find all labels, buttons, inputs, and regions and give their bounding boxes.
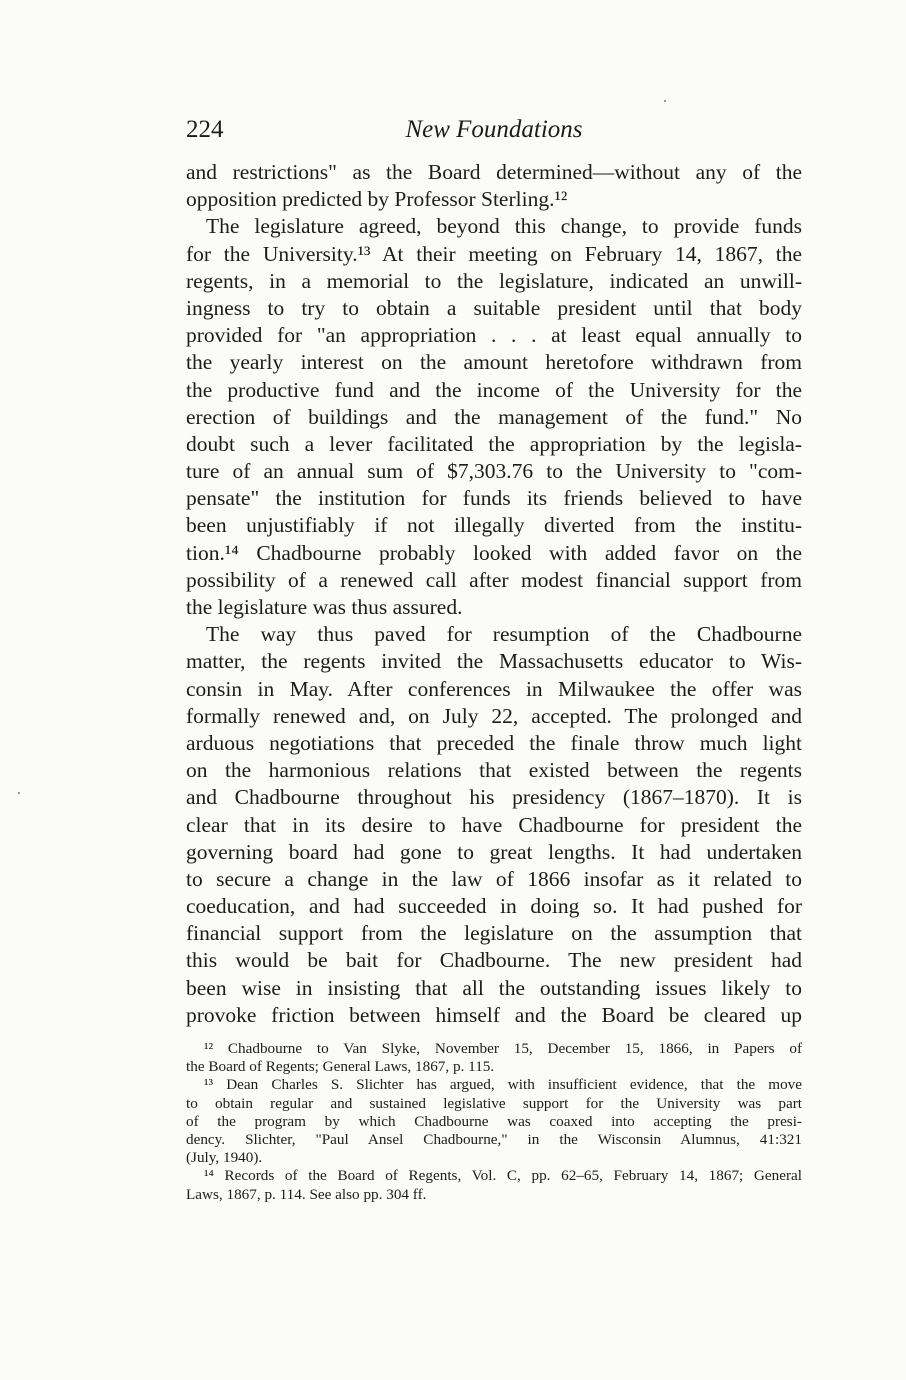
paper-speck [664, 100, 666, 102]
footnote-line: to obtain regular and sustained legislative support for the University was part [186, 1094, 802, 1112]
footnotes [186, 1040, 802, 1204]
body-text [186, 159, 802, 1029]
text-line: possibility of a renewed call after modest financial support from [186, 567, 802, 592]
text-line: governing board had gone to great lengths. It had undertaken [186, 839, 802, 864]
running-title: New Foundations [405, 116, 583, 143]
text-line: regents, in a memorial to the legislature, indicated an unwill- [186, 268, 802, 293]
footnote-12: ¹² Chadbourne to Van Slyke, November 15, December 15, 1866, in Papers of [204, 1040, 802, 1057]
text-line: been unjustifiably if not illegally diverted from the institu- [186, 513, 802, 538]
text-line: to secure a change in the law of 1866 insofar as it related to [186, 866, 802, 891]
text-line: and restrictions" as the Board determined—without any of the [186, 160, 802, 184]
text-line: financial support from the legislature on the assumption that [186, 921, 802, 946]
footnote-line: dency. Slichter, "Paul Ansel Chadbourne," in the Wisconsin Alumnus, 41:321 [186, 1130, 802, 1148]
text-line: the legislature was thus assured. [186, 595, 463, 619]
text-line: opposition predicted by Professor Sterling.¹² [186, 187, 568, 212]
footnote-line: the Board of Regents; General Laws, 1867, p. 115. [186, 1058, 495, 1076]
paper-speck [18, 792, 20, 794]
text-line: formally renewed and, on July 22, accepted. The prolonged and [186, 703, 802, 728]
text-line: matter, the regents invited the Massachusetts educator to Wis- [186, 649, 802, 674]
text-line: pensate" the institution for funds its friends believed to have [186, 486, 802, 511]
text-line: arduous negotiations that preceded the finale throw much light [186, 730, 802, 755]
text-line: the yearly interest on the amount heretofore withdrawn from [186, 350, 802, 375]
paragraph-first-line: The legislature agreed, beyond this change, to provide funds [206, 214, 802, 239]
text-line: this would be bait for Chadbourne. The new president had [186, 948, 802, 973]
text-line: provided for "an appropriation . . . at least equal annually to [186, 323, 802, 348]
page-number: 224 [186, 116, 224, 143]
running-head [186, 114, 802, 146]
text-line: on the harmonious relations that existed between the regents [186, 758, 802, 783]
footnote-line: Laws, 1867, p. 114. See also pp. 304 ff. [186, 1185, 427, 1203]
text-line: clear that in its desire to have Chadbourne for president the [186, 812, 802, 837]
text-line: erection of buildings and the management of the fund." No [186, 404, 802, 429]
text-line: for the University.¹³ At their meeting on February 14, 1867, the [186, 241, 802, 266]
text-line: provoke friction between himself and the Board be cleared up [186, 1002, 802, 1027]
text-line: and Chadbourne throughout his presidency (1867–1870). It is [186, 785, 802, 810]
text-line: doubt such a lever facilitated the appropriation by the legisla- [186, 431, 802, 456]
text-line: ingness to try to obtain a suitable president until that body [186, 295, 802, 320]
text-line: consin in May. After conferences in Milwaukee the offer was [186, 676, 802, 701]
text-line: tion.¹⁴ Chadbourne probably looked with added favor on the [186, 540, 802, 565]
text-line: ture of an annual sum of $7,303.76 to the University to "com- [186, 459, 802, 484]
footnote-13: ¹³ Dean Charles S. Slichter has argued, with insufficient evidence, that the move [204, 1076, 802, 1094]
text-line: been wise in insisting that all the outstanding issues likely to [186, 975, 802, 1000]
paragraph-first-line: The way thus paved for resumption of the Chadbourne [206, 622, 802, 647]
text-line: coeducation, and had succeeded in doing so. It had pushed for [186, 894, 802, 919]
footnote-14: ¹⁴ Records of the Board of Regents, Vol. C, pp. 62–65, February 14, 1867; General [204, 1167, 802, 1185]
footnote-line: of the program by which Chadbourne was coaxed into accepting the presi- [186, 1112, 802, 1130]
text-line: the productive fund and the income of the University for the [186, 377, 802, 402]
footnote-line: (July, 1940). [186, 1149, 263, 1167]
